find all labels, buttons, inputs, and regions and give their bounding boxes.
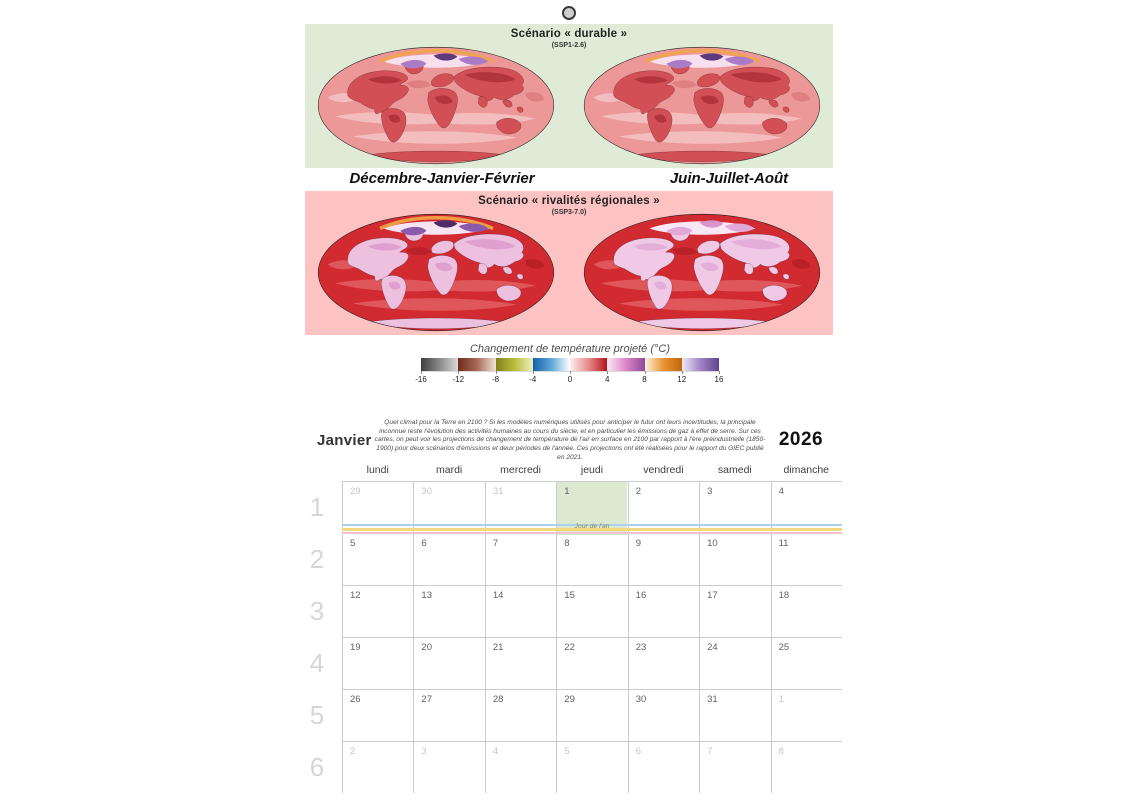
season-label-djf: Décembre-Janvier-Février — [349, 170, 535, 187]
month-name: Janvier — [317, 432, 372, 449]
day-number: 12 — [350, 590, 361, 601]
scenario-panel-rivalites — [305, 191, 833, 335]
day-cell — [342, 533, 413, 585]
colorbar-tick-label: -4 — [529, 375, 537, 384]
weekday-label: samedi — [717, 464, 752, 476]
colorbar-tickmark — [570, 371, 571, 374]
week-number: 5 — [309, 700, 325, 730]
season-label-jja: Juin-Juillet-Août — [669, 170, 789, 187]
colorbar-tickmark — [421, 371, 422, 374]
zone-line — [342, 532, 842, 534]
day-cell — [556, 533, 627, 585]
world-map-rivalites-djf — [317, 213, 555, 332]
scenario-title: Scénario « rivalités régionales » — [478, 195, 660, 207]
day-number: 6 — [421, 538, 427, 549]
day-cell — [556, 689, 627, 741]
colorbar-tick-label: -16 — [415, 375, 427, 384]
day-number: 2 — [350, 746, 356, 757]
day-number: 19 — [350, 642, 361, 653]
day-number: 5 — [564, 746, 570, 757]
world-map-rivalites-jja — [583, 213, 821, 332]
colorbar-tick-label: 16 — [714, 375, 724, 384]
day-number: 18 — [778, 590, 790, 601]
day-cell — [699, 585, 770, 637]
day-number: 13 — [421, 590, 432, 601]
day-number: 11 — [778, 538, 789, 549]
day-cell — [556, 637, 627, 689]
day-cell — [342, 741, 413, 793]
day-cell — [413, 689, 484, 741]
day-number: 26 — [350, 694, 361, 705]
day-number: 28 — [492, 694, 504, 705]
colorbar-segment — [421, 358, 458, 371]
day-number: 5 — [350, 538, 356, 549]
colorbar-tick-label: -8 — [491, 375, 500, 384]
day-cell — [628, 585, 699, 637]
day-cell — [485, 585, 556, 637]
day-number: 9 — [635, 538, 641, 549]
day-number: 21 — [492, 642, 504, 653]
day-number: 1 — [564, 486, 570, 497]
colorbar-tick-label: 8 — [642, 375, 647, 384]
day-number: 29 — [564, 694, 575, 705]
day-cell — [699, 689, 770, 741]
day-number: 7 — [707, 746, 713, 757]
day-cell — [485, 533, 556, 585]
day-cell — [771, 585, 842, 637]
day-cell — [413, 741, 484, 793]
day-number: 15 — [564, 590, 575, 601]
weekday-label: jeudi — [580, 464, 604, 476]
day-cell — [485, 689, 556, 741]
day-cell — [342, 637, 413, 689]
colorbar-tick-label: -12 — [452, 375, 465, 384]
colorbar-segment — [645, 358, 682, 371]
day-number: 8 — [564, 538, 570, 549]
colorbar-segment — [533, 358, 570, 371]
day-number: 2 — [635, 486, 641, 497]
colorbar-segment — [458, 358, 495, 371]
day-number: 24 — [707, 642, 718, 653]
day-number: 4 — [778, 486, 784, 497]
colorbar-tick-label: 0 — [567, 375, 573, 384]
week-numbers-column — [296, 481, 338, 793]
weekday-label: lundi — [366, 464, 389, 476]
year-label: 2026 — [778, 429, 824, 450]
day-number: 23 — [635, 642, 647, 653]
colorbar-tickmark — [682, 371, 683, 374]
colorbar-ticks — [415, 371, 724, 387]
colorbar-tickmark — [533, 371, 534, 374]
day-cell — [771, 741, 842, 793]
weekday-label: mercredi — [500, 464, 541, 476]
colorbar-title: Changement de température projeté (°C) — [469, 343, 671, 355]
day-cell — [628, 689, 699, 741]
day-number: 31 — [492, 486, 504, 497]
day-number: 7 — [492, 538, 499, 549]
day-cell — [628, 637, 699, 689]
colorbar-segment — [496, 358, 533, 371]
weekday-label: mardi — [436, 464, 463, 476]
week-number: 6 — [309, 752, 325, 782]
day-cell — [699, 741, 770, 793]
day-number: 8 — [778, 746, 784, 757]
scenario-title: Scénario « durable » — [510, 28, 628, 40]
day-cell — [771, 533, 842, 585]
binder-hole — [562, 6, 576, 20]
day-cell — [771, 689, 842, 741]
colorbar-tickmark — [496, 371, 497, 374]
week-number: 3 — [309, 596, 325, 626]
colorbar-tickmark — [607, 371, 608, 374]
day-number: 30 — [421, 486, 432, 497]
holiday-label: Jour de l'an — [574, 523, 610, 530]
world-map-durable-jja — [583, 46, 821, 165]
day-cell — [699, 637, 770, 689]
day-cell — [342, 689, 413, 741]
day-cell — [699, 533, 770, 585]
day-cell — [413, 637, 484, 689]
day-number: 25 — [778, 642, 790, 653]
week-number: 2 — [309, 544, 325, 574]
weekday-label: dimanche — [783, 464, 829, 476]
day-number: 27 — [421, 694, 432, 705]
day-number: 22 — [564, 642, 575, 653]
weekday-label: vendredi — [643, 464, 684, 476]
day-cell — [485, 637, 556, 689]
colorbar-tick-label: 12 — [677, 375, 687, 384]
colorbar — [421, 358, 719, 371]
day-number: 3 — [421, 746, 427, 757]
world-map-durable-djf — [317, 46, 555, 165]
colorbar-tickmark — [458, 371, 459, 374]
scenario-panel-durable — [305, 24, 833, 168]
day-number: 3 — [707, 486, 713, 497]
day-number: 17 — [707, 590, 718, 601]
colorbar-segment — [682, 358, 719, 371]
day-cell — [413, 533, 484, 585]
day-number: 16 — [635, 590, 647, 601]
day-cell — [628, 741, 699, 793]
day-cell — [485, 741, 556, 793]
day-number: 31 — [707, 694, 718, 705]
colorbar-tickmark — [645, 371, 646, 374]
day-number: 1 — [778, 694, 784, 705]
day-number: 20 — [421, 642, 432, 653]
day-number: 6 — [635, 746, 641, 757]
day-number: 29 — [350, 486, 361, 497]
scenario-subtitle: (SSP1-2.6) — [551, 42, 587, 49]
day-cell — [556, 741, 627, 793]
day-cell — [342, 585, 413, 637]
day-number: 30 — [635, 694, 647, 705]
colorbar-tick-label: 4 — [605, 375, 610, 384]
colorbar-segment — [607, 358, 644, 371]
day-cell — [413, 585, 484, 637]
day-cell — [556, 585, 627, 637]
day-number: 4 — [492, 746, 499, 757]
day-number: 14 — [492, 590, 504, 601]
day-number: 10 — [707, 538, 718, 549]
intro-text: Quel climat pour la Terre en 2100 ? Si les modèles numériques utilisés pour anticiper le futur ont leurs incertitudes, la principale inconnue reste l'évolution des activités humaines au cours du siècle, et en particulier les émissions de gaz à effet de serre. Sur ces cartes, on peut voir les projections de changement de température de l'air en surface en 2100 par rapport à l'ère préindustrielle (1850-1900) pour deux scénarios d'émissions et deux périodes de l'année. Ces projections ont été réalisées pour le rapport du GIEC publié en 2021. — [374, 419, 766, 461]
school-zone-lines — [342, 524, 842, 534]
scenario-subtitle: (SSP3-7.0) — [551, 209, 587, 216]
week-number: 1 — [309, 492, 325, 522]
week-number: 4 — [309, 648, 325, 678]
day-cell — [628, 533, 699, 585]
weekday-header-row — [342, 464, 842, 476]
colorbar-segment — [570, 358, 607, 371]
colorbar-tickmark — [719, 371, 720, 374]
day-cell — [771, 637, 842, 689]
